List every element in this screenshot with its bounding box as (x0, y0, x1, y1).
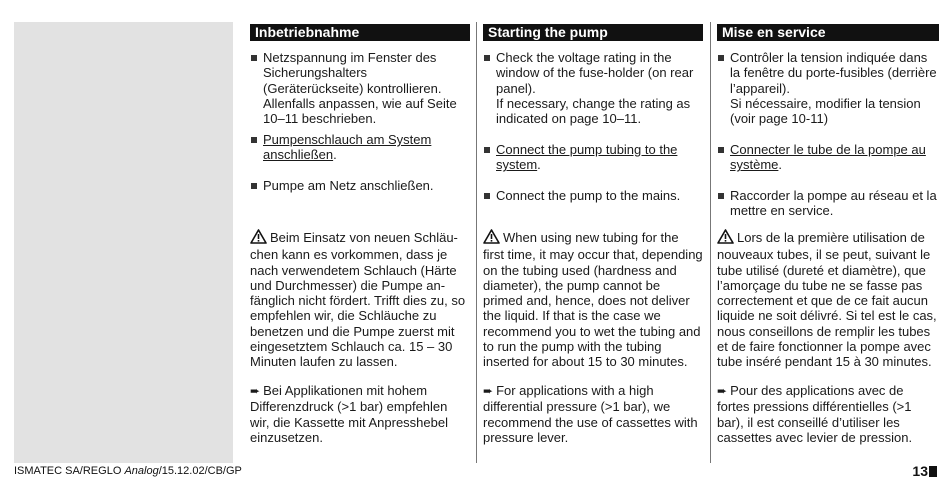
footer-italic: Analog (124, 465, 159, 477)
footer-prefix: ISMATEC SA/REGLO (14, 465, 125, 477)
step-item (483, 142, 703, 188)
step-text: Pumpe am Netz anschließen. (263, 178, 434, 193)
step-item (483, 188, 703, 229)
column-english (483, 24, 703, 465)
tip-note (483, 383, 703, 445)
step-item (717, 50, 939, 142)
step-item (250, 50, 470, 132)
tip-text: For applications with a high differential pressure (>1 bar), we recommend the use of cassettes with pressure lever. (483, 383, 698, 445)
column-header: Starting the pump (483, 24, 703, 41)
step-item (250, 178, 470, 229)
column-header: Inbetriebnahme (250, 24, 470, 41)
tip-text: Pour des applications avec de fortes pressions différentielles (>1 bar), il est conseillé d’utiliser les cassettes avec levier de pression. (717, 383, 913, 445)
step-item (717, 142, 939, 188)
warning-triangle-icon (717, 229, 734, 247)
square-bullet-icon (484, 55, 490, 61)
square-bullet-icon (484, 147, 490, 153)
step-text: . (333, 147, 337, 163)
page-number-text: 13 (912, 463, 928, 479)
warning-triangle-icon (250, 229, 267, 247)
step-text: . (537, 157, 541, 173)
square-bullet-icon (484, 193, 490, 199)
step-item (250, 132, 470, 178)
square-bullet-icon (718, 193, 724, 199)
arrow-right-icon: ➨ (250, 384, 261, 398)
column-divider (476, 22, 477, 463)
step-text: Netzspannung im Fenster des Sicherungshalters (Geräterückseite) kontrollieren. Allenfalls anpassen, wie auf Seite 10–11 beschrieben. (263, 50, 457, 127)
step-text: Raccorder la pompe au réseau et la mettre en service. (730, 188, 937, 219)
step-text: Check the voltage rating in the window of the fuse-holder (on rear panel). (496, 50, 694, 96)
footer-suffix: /15.12.02/CB/GP (158, 465, 242, 477)
column-header: Mise en service (717, 24, 939, 41)
footer-document-id (14, 465, 242, 477)
square-bullet-icon (251, 137, 257, 143)
step-link[interactable]: Connect the pump tubing to the system (496, 142, 678, 173)
step-text: Si nécessaire, modifier la tension (voir page 10-11) (730, 95, 921, 127)
step-item (483, 50, 703, 142)
column-german (250, 24, 470, 465)
step-item (717, 188, 939, 229)
warning-text: Beim Einsatz von neuen Schläu-chen kann es vorkommen, dass je nach verwendetem Schlauch (Härte und Durchmesser) die Pumpe an-fänglich nicht fördert. Trifft dies zu, so empfehlen wir, die Schläuche zu benetzen und die Pumpe zuerst mit eingesetztem Schlauch ca. 15 – 30 Minuten laufen zu lassen. (250, 230, 466, 370)
tip-note (250, 383, 470, 445)
step-text: . (778, 157, 783, 173)
step-text: Connect the pump to the mains. (496, 188, 681, 203)
sidebar-panel (14, 22, 233, 463)
square-bullet-icon (718, 147, 724, 153)
warning-text: Lors de la première utilisation de nouveaux tubes, il se peut, suivant le tube utilisé (dureté et diamètre), que l’amorçage du tube ne se fasse pas correctement et que de ce fait aucun liquide ne soit délivré. Si tel est le cas, nous conseillons de remplir les tubes et de faire fonctionner la pompe avec tube inséré pendant 15 à 30 minutes. (717, 230, 937, 370)
step-link[interactable]: Pumpenschlauch am System anschließen (263, 132, 432, 163)
column-french (717, 24, 939, 465)
square-bullet-icon (251, 55, 257, 61)
tip-text: Bei Applikationen mit hohem Differenzdruck (>1 bar) empfehlen wir, die Kassette mit Anpresshebel einzusetzen. (250, 383, 448, 445)
step-text: If necessary, change the rating as indicated on page 10–11. (496, 95, 691, 127)
column-divider (710, 22, 711, 463)
warning-text: When using new tubing for the first time, it may occur that, depending on the tubing used (hardness and diameter), the pump cannot be primed and, hence, does not deliver the liquid. If that is the case we recommend you to wet the tubing and to run the pump with the tubing inserted for about 15 to 30 minutes. (483, 230, 703, 370)
arrow-right-icon: ➨ (717, 384, 728, 398)
tip-note (717, 383, 939, 445)
step-link[interactable]: Connecter le tube de la pompe au système (730, 142, 926, 173)
page-number (912, 463, 937, 479)
warning-note (483, 229, 703, 383)
warning-note (250, 229, 470, 383)
arrow-right-icon: ➨ (483, 384, 494, 398)
warning-note (717, 229, 939, 383)
warning-triangle-icon (483, 229, 500, 247)
square-bullet-icon (251, 183, 257, 189)
square-bullet-icon (718, 55, 724, 61)
step-text: Contrôler la tension indiquée dans la fenêtre du porte-fusibles (derrière l’appareil). (730, 50, 937, 96)
page-marker-icon (929, 466, 937, 477)
